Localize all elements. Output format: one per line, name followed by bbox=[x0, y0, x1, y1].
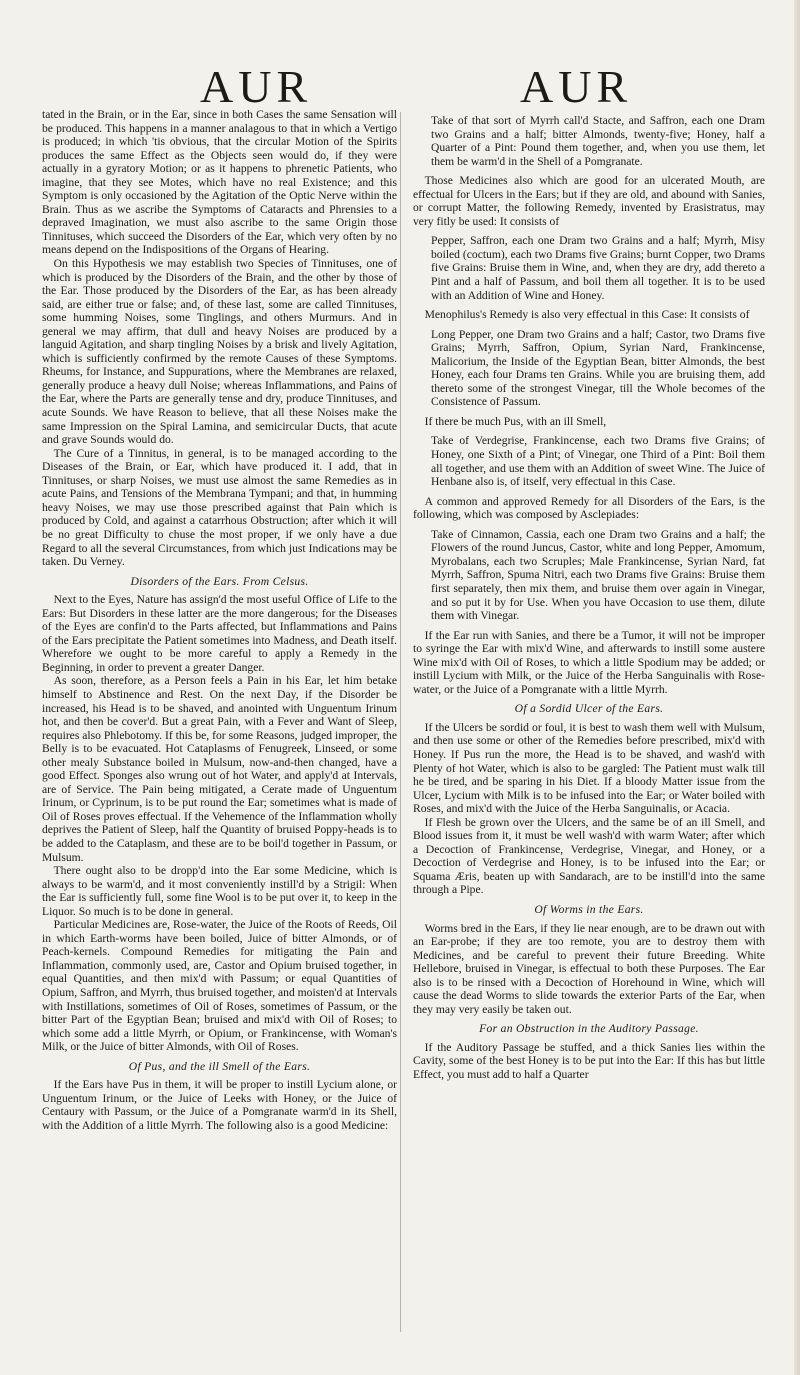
body-paragraph: On this Hypothesis we may establish two Species of Tinnituses, one of which is produced by the Disorders of the Brain, and the other by those of the Ear. Those produced by the Disorders of the Ear, as has been already said, are either true or false; and, of these last, some are called Tinnituses, some humming Noises, some Tinglings, and others Murmurs. And in general we may affirm, that dull and heavy Noises are produced by a languid Agitation, and sharp tingling Noises by a brisk and lively Agitation, which is sufficiently confirmed by the remote Causes of these Symptoms. Rheums, for Instance, and Suppurations, where the Membranes are relaxed, generally produce a heavy dull Noise; whereas Inflammations, and Pains of the Ear, where the Parts are generally tense and dry, produce Tinnituses, and acute Sounds. We have Reason to believe, that all these Noises make the same Impression on the Spiral Lamina, and semicircular Ducts, that acute and grave Sounds would do. bbox=[42, 257, 397, 447]
running-head-right: AUR bbox=[520, 61, 633, 112]
left-column bbox=[42, 108, 397, 1132]
body-paragraph: If there be much Pus, with an ill Smell, bbox=[424, 414, 607, 428]
body-paragraph: There ought also to be dropp'd into the Ear some Medicine, which is always to be warm'd, and it most conveniently instill'd by a Strigil: When the Ear is sufficiently full, some fine Wool is to be put over it, to keep in the Liquor. So much is to be done in general. bbox=[42, 864, 397, 918]
recipe-paragraph: Long Pepper, one Dram two Grains and a half; Castor, two Drams five Grains; Myrrh, Saffron, Opium, Syrian Nard, Frankincense, Malicorium, the Inside of the Egyptian Bean, bitter Almonds, the best Honey, each four Drams ten Grains. While you are bruising them, add thereto some of the strongest Vinegar, till the Whole becomes of the Consistence of Passum. bbox=[431, 327, 765, 409]
section-heading: Of a Sordid Ulcer of the Ears. bbox=[514, 702, 664, 716]
body-paragraph: If the Auditory Passage be stuffed, and a thick Sanies lies within the Cavity, some of the best Honey is to be put into the Ear: If this has but little Effect, you must add to half a Quarter bbox=[413, 1040, 765, 1081]
body-paragraph: If the Ear run with Sanies, and there be a Tumor, it will not be improper to syringe the Ear with mix'd Wine, and afterwards to instill some austere Wine mix'd with Oil of Roses, to which a little Spodium may be added; or instill Lycium with Milk, or the Juice of the Herba Sanguinalis with Rose-water, or the Juice of a Pomgranate with a little Myrrh. bbox=[413, 628, 765, 696]
body-paragraph: As soon, therefore, as a Person feels a Pain in his Ear, let him betake himself to Abstinence and Rest. On the next Day, if the Disorder be increased, his Head is to be shaved, and anointed with Unguentum Irinum hot, and then be cover'd. But a great Pain, with a Fever and Want of Sleep, requires also Phlebotomy. If this be, for some Reasons, judged improper, the Belly is to be evacuated. Hot Cataplasms of Fenugreek, Linseed, or some other mealy Substance boiled in Mulsum, now-and-then changed, have a good Effect. Sponges also wrung out of hot Water, and apply'd at Intervals, are of Service. The Pain being mitigated, a Cerate made of Unguentum Irinum, or Cyprinum, is to be put round the Ear; sometimes what is made of Oil of Roses proves effectual. If the Vehemence of the Inflammation wholly deprives the Patient of Sleep, half the Quantity of bruised Poppy-heads is to be added to the Cataplasm, and these are to be boil'd together in Passum, or Mulsum. bbox=[42, 674, 397, 864]
recipe-paragraph: Take of that sort of Myrrh call'd Stacte, and Saffron, each one Dram two Grains and a half; bitter Almonds, twenty-five; Honey, half a Quarter of a Pint: Pound them together, and, when you use them, let them be warm'd in the Shell of a Pomgranate. bbox=[431, 114, 765, 168]
right-column bbox=[413, 108, 765, 1082]
section-heading: Of Worms in the Ears. bbox=[534, 902, 644, 916]
body-paragraph: If the Ulcers be sordid or foul, it is best to wash them well with Mulsum, and then use some or other of the Remedies before prescribed, mix'd with Honey. If Pus run the more, the Head is to be shaved, and wash'd with Plenty of hot Water, which is also to be gargled: The Patient must walk till he be tired, and be sparing in his Diet. If a bloody Matter issue from the Ulcer, Lycium with Milk is to be infused into the Ear; or Water boiled with Roses, and mix'd with the Juice of the Herba Sanguinalis, or Acacia. bbox=[413, 720, 765, 816]
recipe-paragraph: Take of Cinnamon, Cassia, each one Dram two Grains and a half; the Flowers of the round Juncus, Castor, white and long Pepper, Amomum, Myrobalans, each two Scruples; Male Frankincense, Syrian Nard, fat Myrrh, Saffron, Spuma Nitri, each two Drams five Grains: Bruise them first separately, then mix them, and bruise them over again in Vinegar, and so put it by for Use. When you have Occasion to use them, dilute them with Vinegar. bbox=[431, 527, 765, 623]
section-heading: Disorders of the Ears. From Celsus. bbox=[130, 574, 309, 588]
body-paragraph: Those Medicines also which are good for an ulcerated Mouth, are effectual for Ulcers in the Ears; but if they are old, and abound with Sanies, or corrupt Matter, the following Remedy, invented by Erasistratus, may very fitly be used: It consists of bbox=[413, 174, 765, 228]
column-divider bbox=[400, 112, 401, 1332]
running-head-left: AUR bbox=[200, 61, 313, 112]
body-paragraph: tated in the Brain, or in the Ear, since in both Cases the same Sensation will be produced. This happens in a manner analagous to that in which a Vertigo is produced; in which 'tis obvious, that the circular Motion of the Spirits produces the same Effect as the Objects seen would do, if they were actually in a gyratory Motion; or as it happens to phrenetic Patients, who imagine, that they see Motes, which have no real Existence; and this Symptom is only occasioned by the Agitation of the Optic Nerve within the Brain. Thus as we ascribe the Symptoms of Cataracts and Phrensies to a depraved Imagination, we must also ascribe to the same Origin those Tinnituses, which succeed the Disorders of the Ear, which very often by no means depend on the Indispositions of the Organs of Hearing. bbox=[42, 108, 397, 257]
section-heading: Of Pus, and the ill Smell of the Ears. bbox=[128, 1059, 311, 1073]
body-paragraph: If Flesh be grown over the Ulcers, and the same be of an ill Smell, and Blood issues from it, it must be well wash'd with warm Water; after which a Decoction of Frankincense, Verdegrise, Vinegar, and Honey, or a Decoction of Verdegrise and Honey, is to be infused into the Ear; or Squama Æris, beaten up with Sandarach, are to be instill'd into the same through a Pipe. bbox=[413, 815, 765, 897]
body-paragraph: Next to the Eyes, Nature has assign'd the most useful Office of Life to the Ears: But Disorders in these latter are the more dangerous; for the Diseases of the Eyes are confin'd to the Parts affected, but Inflammations and Pains of the Ears precipitate the Patient sometimes into Madness, and Death itself. Wherefore we ought to be more careful to apply a Remedy in the Beginning, in order to prevent a greater Danger. bbox=[42, 593, 397, 674]
recipe-paragraph: Take of Verdegrise, Frankincense, each two Drams five Grains; of Honey, one Sixth of a Pint; of Vinegar, one Third of a Pint: Boil them all together, and use them with an Addition of sweet Wine. The Juice of Henbane also is, of itself, very effectual in this Case. bbox=[431, 434, 765, 489]
page-edge bbox=[794, 0, 800, 1375]
body-paragraph: The Cure of a Tinnitus, in general, is to be managed according to the Diseases of the Brain, or Ear, which have produced it. I add, that in Tinnituses, or sharp Noises, we must use almost the same Remedies as in acute Pains, and Tensions of the Membrana Tympani; and that, in humming heavy Noises, we may use those prescribed against that Pain which is produced by Cold, and against a catarrhous Obstruction; after which it will be no great Difficulty to chuse the most proper, if we only have a due Regard to all the several Circumstances, from which just Indications may be taken. Du Verney. bbox=[42, 446, 397, 569]
section-heading: For an Obstruction in the Auditory Passage. bbox=[479, 1022, 699, 1036]
body-paragraph: Menophilus's Remedy is also very effectual in this Case: It consists of bbox=[424, 308, 750, 322]
body-paragraph: Particular Medicines are, Rose-water, the Juice of the Roots of Reeds, Oil in which Earth-worms have been boiled, Juice of bitter Almonds, or of Peach-kernels. Compound Remedies for mitigating the Pain and Inflammation, commonly used, are, Castor and Opium bruised together, in equal Quantities, and then mix'd with Passum; or equal Quantities of Opium, Saffron, and Myrrh, thus bruised together, and moisten'd at Intervals with Instillations, sometimes of Oil of Roses, sometimes of Passum, or the bitter Part of the Egyptian Bean; bruised and mix'd with Oil of Roses; to which some add a little Myrrh, or Opium, or Frankincense, with Woman's Milk, or the Juice of bitter Almonds, with Oil of Roses. bbox=[42, 918, 397, 1054]
body-paragraph: Worms bred in the Ears, if they lie near enough, are to be drawn out with an Ear-probe; if they are too remote, you are to destroy them with Medicines, and be careful to prevent their future Breeding. White Hellebore, bruised in Vinegar, is effectual to both these Purposes. The Ear also is to be rinsed with a Decoction of Horehound in Wine, which will cause the dead Worms to slide towards the exterior Parts of the Ear, when they may very easily be taken out. bbox=[413, 921, 765, 1016]
body-paragraph: A common and approved Remedy for all Disorders of the Ears, is the following, which was composed by Asclepiades: bbox=[413, 494, 765, 522]
recipe-paragraph: Pepper, Saffron, each one Dram two Grains and a half; Myrrh, Misy boiled (coctum), each two Drams five Grains; burnt Copper, two Drams five Grains: Bruise them in Wine, and, when they are dry, add thereto a Pint and a half of Passum, and boil them all together. It is to be used with an Addition of Wine and Honey. bbox=[431, 234, 765, 302]
running-heads bbox=[0, 60, 800, 110]
body-paragraph: If the Ears have Pus in them, it will be proper to instill Lycium alone, or Unguentum Irinum, or the Juice of Leeks with Honey, or the Juice of Centaury with Passum, or the Juice of a Pomgranate warm'd in its Shell, with the Addition of a little Myrrh. The following also is a good Medicine: bbox=[42, 1078, 397, 1132]
